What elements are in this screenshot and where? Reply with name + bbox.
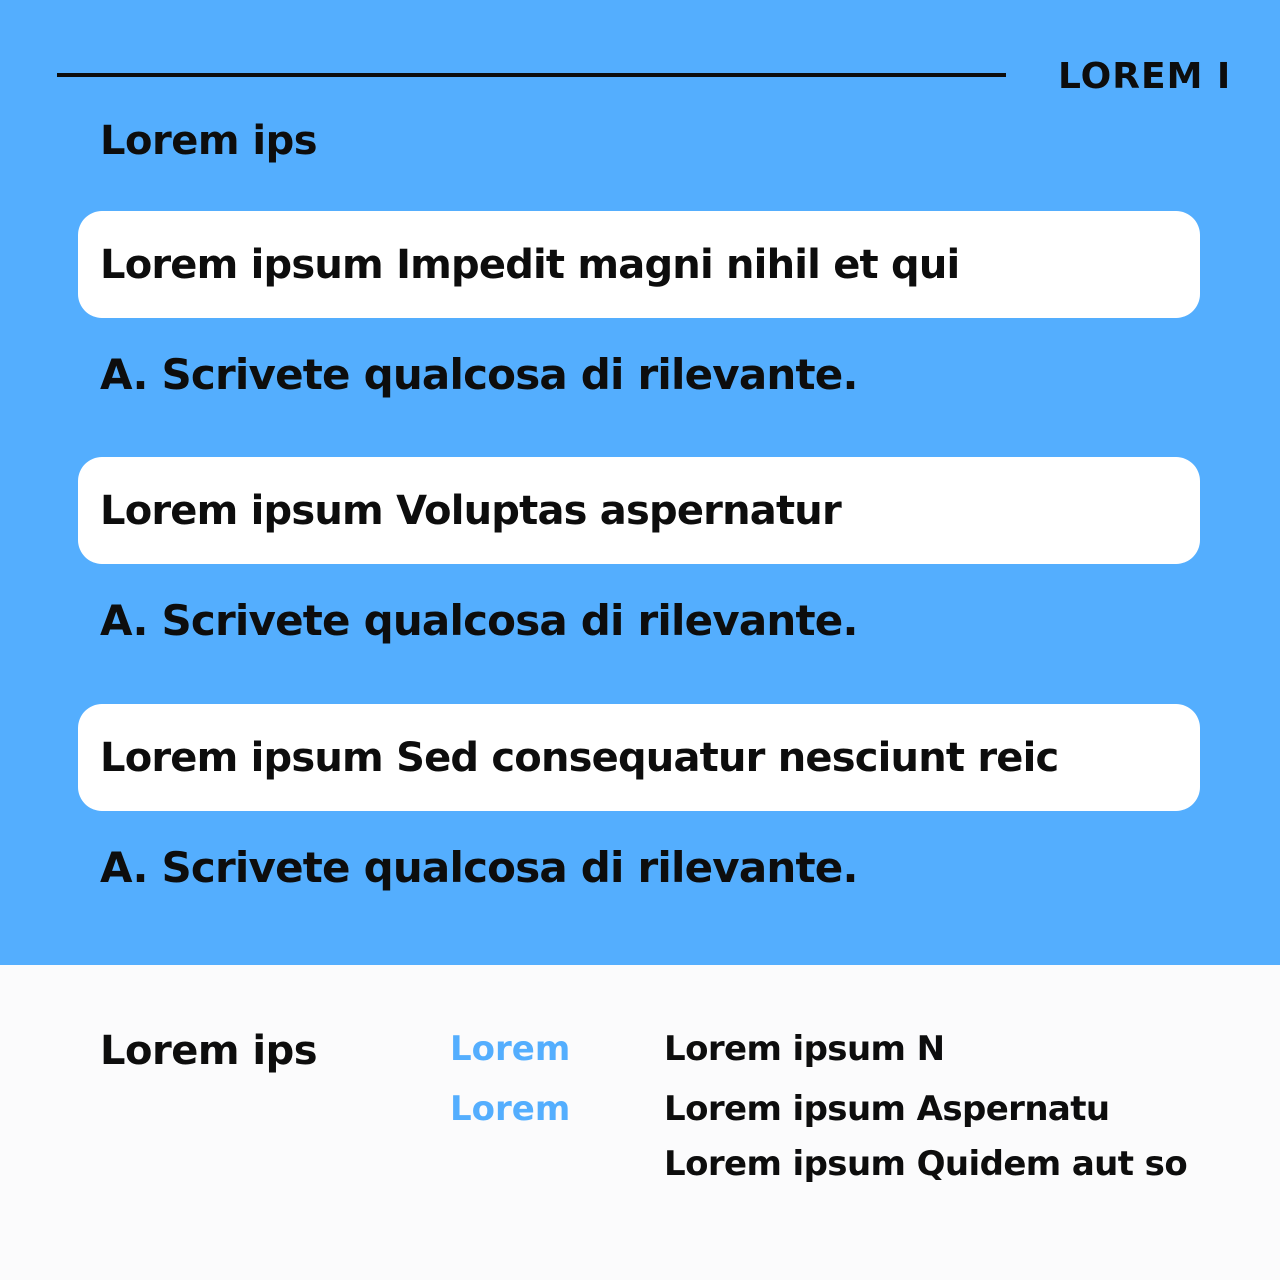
faq-answer-text: A. Scrivete qualcosa di rilevante.: [100, 596, 858, 645]
faq-question-card[interactable]: [78, 704, 1200, 811]
footer-line: Lorem ipsum N: [664, 1029, 945, 1069]
faq-question-text: Lorem ipsum Sed consequatur nesciunt reic: [100, 734, 1059, 781]
faq-question-card[interactable]: [78, 457, 1200, 564]
faq-answer-text: A. Scrivete qualcosa di rilevante.: [100, 350, 858, 399]
faq-question-text: Lorem ipsum Impedit magni nihil et qui: [100, 241, 960, 288]
footer-line: Lorem ipsum Aspernatu: [664, 1089, 1110, 1129]
footer-line: Lorem ipsum Quidem aut so: [664, 1144, 1188, 1184]
page-title: Lorem ips: [100, 118, 318, 164]
faq-question-card[interactable]: [78, 211, 1200, 318]
footer-title: Lorem ips: [100, 1028, 318, 1074]
brand-label: LOREM I: [1058, 56, 1232, 97]
faq-question-text: Lorem ipsum Voluptas aspernatur: [100, 487, 841, 534]
header-rule: [57, 73, 1006, 77]
footer-label: Lorem: [450, 1029, 571, 1069]
footer-label: Lorem: [450, 1089, 571, 1129]
faq-answer-text: A. Scrivete qualcosa di rilevante.: [100, 843, 858, 892]
